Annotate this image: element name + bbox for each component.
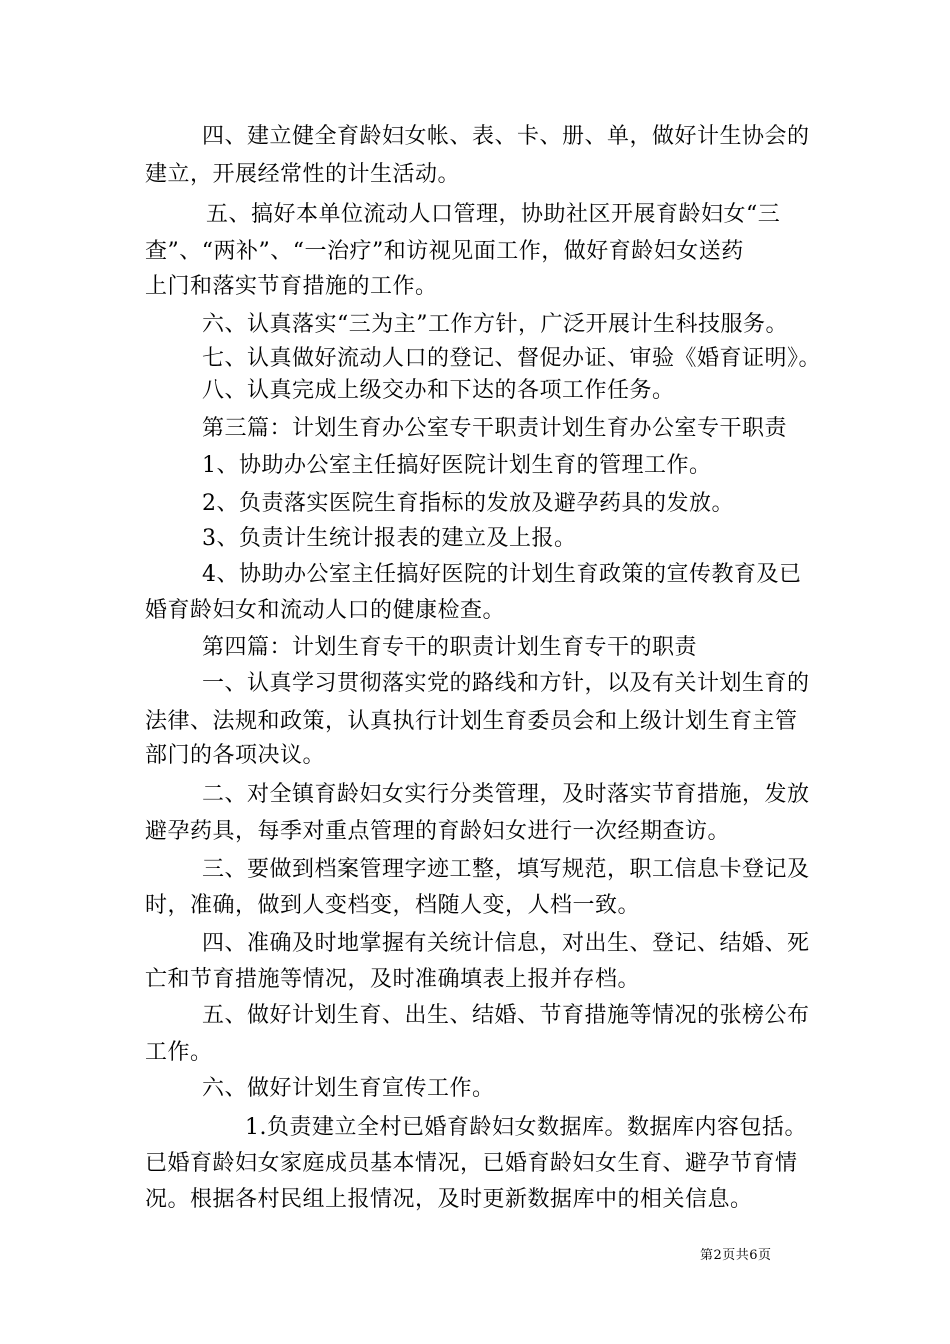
paragraph-line: 亡和节育措施等情况，及时准确填表上报并存档。 <box>145 967 641 992</box>
paragraph-line: 工作。 <box>145 1040 213 1065</box>
paragraph-line: 4、协助办公室主任搞好医院的计划生育政策的宣传教育及已 <box>202 562 802 587</box>
paragraph-line: 五、搞好本单位流动人口管理，协助社区开展育龄妇女“三 <box>206 202 781 227</box>
paragraph-line: 况。根据各村民组上报情况，及时更新数据库中的相关信息。 <box>145 1187 753 1212</box>
paragraph-line: 七、认真做好流动人口的登记、督促办证、审验《婚育证明》。 <box>202 346 822 371</box>
page-number-footer: 第2页共6页 <box>700 1248 772 1263</box>
paragraph-line: 六、做好计划生育宣传工作。 <box>202 1076 495 1101</box>
paragraph-line: 八、认真完成上级交办和下达的各项工作任务。 <box>202 378 675 403</box>
paragraph-line: 六、认真落实“三为主”工作方针，广泛开展计生科技服务。 <box>202 312 788 337</box>
paragraph-line: 三、要做到档案管理字迹工整，填写规范，职工信息卡登记及 <box>202 857 810 882</box>
paragraph-line: 一、认真学习贯彻落实党的路线和方针，以及有关计划生育的 <box>202 671 810 696</box>
paragraph-line: 婚育龄妇女和流动人口的健康检查。 <box>145 598 506 623</box>
paragraph-line: 查”、“两补”、“一治疗”和访视见面工作，做好育龄妇女送药 <box>145 239 744 264</box>
paragraph-line: 3、负责计生统计报表的建立及上报。 <box>202 526 577 551</box>
paragraph-line: 四、准确及时地掌握有关统计信息，对出生、登记、结婚、死 <box>202 931 810 956</box>
paragraph-line: 1.负责建立全村已婚育龄妇女数据库。数据库内容包括。 <box>245 1115 807 1140</box>
paragraph-line: 2、负责落实医院生育指标的发放及避孕药具的发放。 <box>202 491 734 516</box>
paragraph-line: 1、协助办公室主任搞好医院计划生育的管理工作。 <box>202 453 712 478</box>
paragraph-line: 法律、法规和政策，认真执行计划生育委员会和上级计划生育主管 <box>145 709 798 734</box>
paragraph-line: 避孕药具，每季对重点管理的育龄妇女进行一次经期查访。 <box>145 819 731 844</box>
paragraph-line: 二、对全镇育龄妇女实行分类管理，及时落实节育措施，发放 <box>202 782 810 807</box>
paragraph-line: 五、做好计划生育、出生、结婚、节育措施等情况的张榜公布 <box>202 1003 810 1028</box>
paragraph-line: 已婚育龄妇女家庭成员基本情况，已婚育龄妇女生育、避孕节育情 <box>145 1151 798 1176</box>
paragraph-line: 上门和落实节育措施的工作。 <box>145 274 438 299</box>
paragraph-line: 四、建立健全育龄妇女帐、表、卡、册、单，做好计生协会的 <box>202 124 810 149</box>
paragraph-line: 建立，开展经常性的计生活动。 <box>145 162 461 187</box>
section-heading: 第三篇：计划生育办公室专干职责计划生育办公室专干职责 <box>202 416 788 441</box>
section-heading: 第四篇：计划生育专干的职责计划生育专干的职责 <box>202 635 698 660</box>
paragraph-line: 部门的各项决议。 <box>145 743 326 768</box>
paragraph-line: 时，准确，做到人变档变，档随人变，人档一致。 <box>145 893 641 918</box>
